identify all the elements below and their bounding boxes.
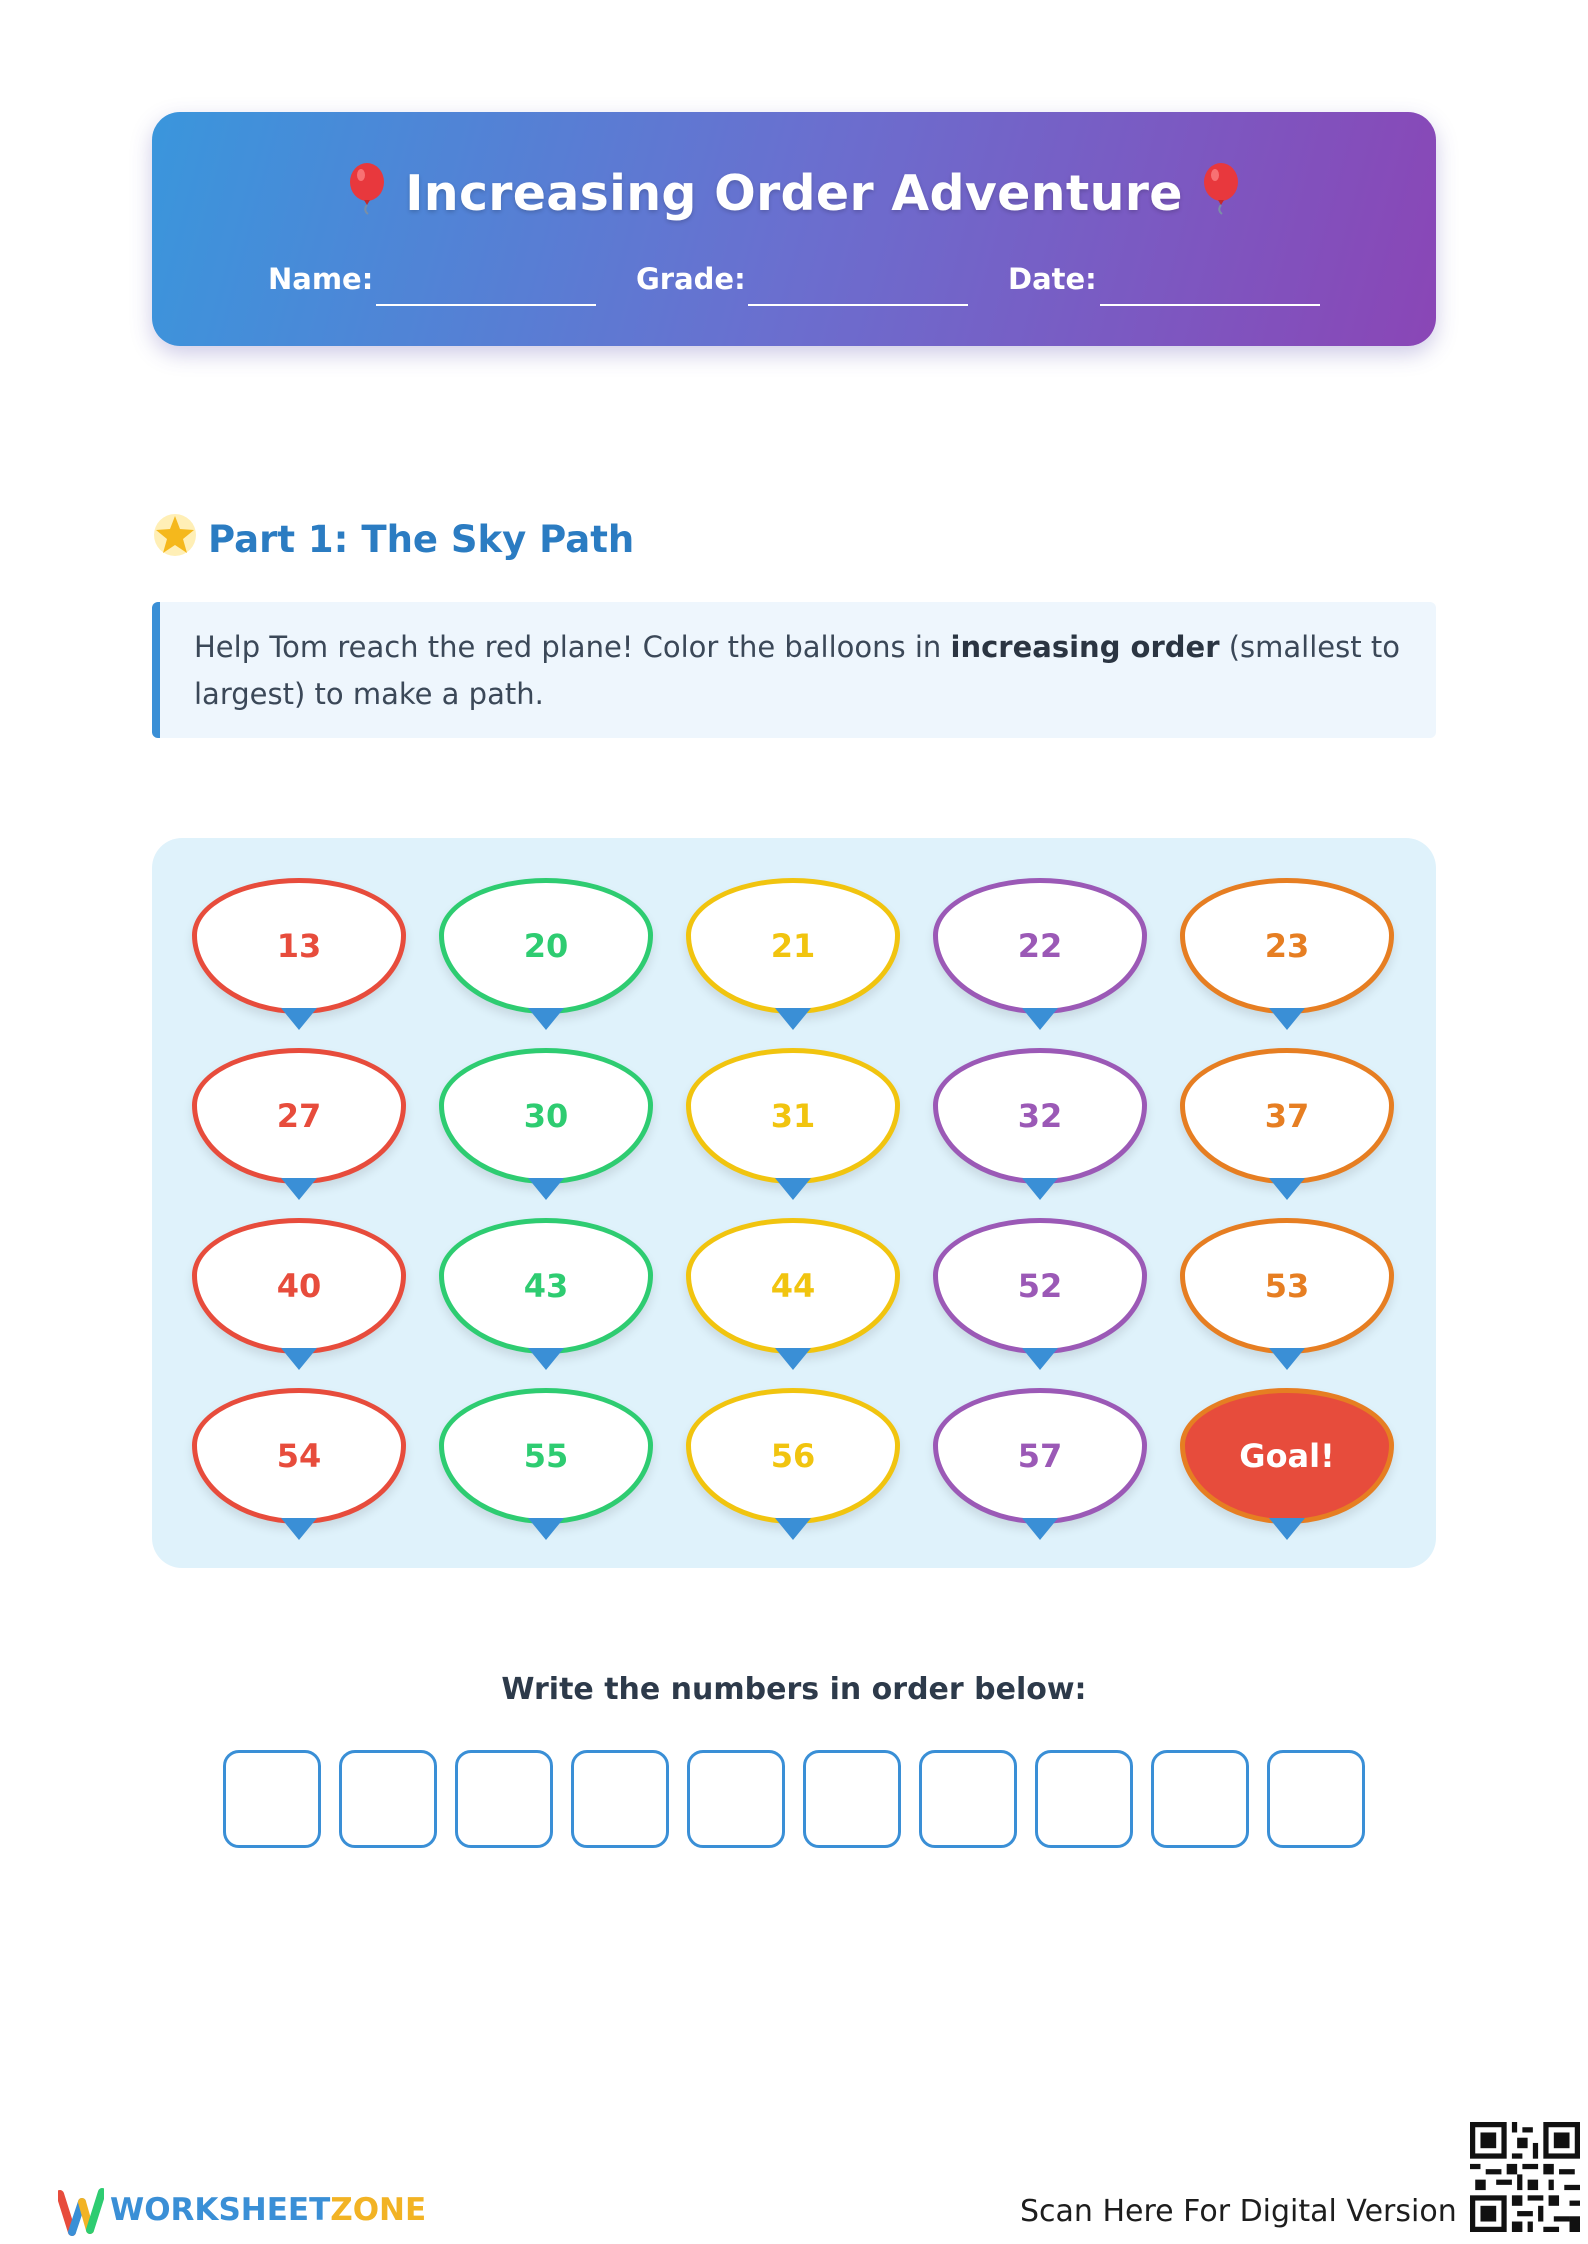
brand-name: WORKSHEETZONE — [110, 2192, 427, 2228]
number-balloon[interactable] — [192, 1048, 406, 1198]
number-balloon[interactable] — [933, 1048, 1147, 1198]
balloon-knot-icon — [775, 1178, 811, 1200]
balloon-label: 43 — [439, 1218, 653, 1354]
answer-box[interactable] — [919, 1750, 1017, 1848]
balloon-label: 20 — [439, 878, 653, 1014]
name-field[interactable] — [268, 262, 373, 296]
balloon-label: 37 — [1180, 1048, 1394, 1184]
balloon-label: 57 — [933, 1388, 1147, 1524]
name-label: Name: — [268, 262, 374, 296]
date-label: Date: — [1008, 262, 1097, 296]
balloon-label: 30 — [439, 1048, 653, 1184]
balloon-label: Goal! — [1180, 1388, 1394, 1524]
balloon-knot-icon — [281, 1008, 317, 1030]
balloon-knot-icon — [528, 1008, 564, 1030]
answer-box[interactable] — [223, 1750, 321, 1848]
balloon-label: 55 — [439, 1388, 653, 1524]
balloon-knot-icon — [1269, 1008, 1305, 1030]
number-balloon[interactable] — [192, 878, 406, 1028]
instructions-box — [152, 602, 1436, 738]
balloon-label: 32 — [933, 1048, 1147, 1184]
worksheet-title — [152, 162, 1436, 230]
number-balloon[interactable] — [1180, 1048, 1394, 1198]
qr-code-icon[interactable] — [1470, 2122, 1580, 2236]
balloon-label: 22 — [933, 878, 1147, 1014]
number-balloon[interactable] — [686, 1388, 900, 1538]
answer-box[interactable] — [571, 1750, 669, 1848]
balloon-knot-icon — [1022, 1518, 1058, 1540]
number-balloon[interactable] — [933, 1388, 1147, 1538]
balloon-knot-icon — [1022, 1348, 1058, 1370]
balloon-knot-icon — [528, 1178, 564, 1200]
answer-box[interactable] — [687, 1750, 785, 1848]
number-balloon[interactable] — [1180, 878, 1394, 1028]
grade-label: Grade: — [636, 262, 746, 296]
number-balloon[interactable] — [192, 1388, 406, 1538]
number-balloon[interactable] — [439, 878, 653, 1028]
balloon-label: 52 — [933, 1218, 1147, 1354]
number-balloon[interactable] — [686, 1218, 900, 1368]
scan-text: Scan Here For Digital Version — [1020, 2194, 1457, 2229]
header-fields — [152, 262, 1436, 322]
balloon-label: 21 — [686, 878, 900, 1014]
balloon-grid — [152, 838, 1436, 1568]
instructions-text-end: (smallest to largest) to make a path. — [194, 630, 1400, 711]
balloon-knot-icon — [1022, 1178, 1058, 1200]
answer-prompt: Write the numbers in order below: — [501, 1672, 1087, 1707]
number-balloon[interactable] — [686, 1048, 900, 1198]
instructions-text-start: Help Tom reach the red plane! Color the balloons in — [194, 630, 951, 664]
number-balloon[interactable] — [192, 1218, 406, 1368]
balloon-knot-icon — [1269, 1518, 1305, 1540]
section-title — [152, 512, 634, 567]
worksheet-header — [152, 112, 1436, 346]
balloon-knot-icon — [528, 1518, 564, 1540]
balloon-label: 53 — [1180, 1218, 1394, 1354]
balloon-knot-icon — [281, 1348, 317, 1370]
balloon-knot-icon — [775, 1518, 811, 1540]
worksheetzone-logo — [58, 2182, 427, 2238]
red-balloon-icon — [1201, 162, 1241, 230]
balloon-label: 23 — [1180, 878, 1394, 1014]
answer-box[interactable] — [1035, 1750, 1133, 1848]
name-line[interactable] — [376, 304, 596, 306]
number-balloon[interactable] — [439, 1048, 653, 1198]
goal-balloon[interactable] — [1180, 1388, 1394, 1538]
date-field[interactable] — [1008, 262, 1097, 296]
number-balloon[interactable] — [686, 878, 900, 1028]
balloon-knot-icon — [281, 1518, 317, 1540]
answer-box[interactable] — [1151, 1750, 1249, 1848]
worksheetzone-logo-icon — [58, 2182, 104, 2238]
balloon-knot-icon — [1269, 1348, 1305, 1370]
instructions-emphasis: increasing order — [950, 630, 1220, 664]
balloon-knot-icon — [281, 1178, 317, 1200]
worksheet-title-text: Increasing Order Adventure — [405, 165, 1183, 222]
balloon-knot-icon — [1022, 1008, 1058, 1030]
number-balloon[interactable] — [439, 1388, 653, 1538]
balloon-knot-icon — [775, 1348, 811, 1370]
answer-box[interactable] — [455, 1750, 553, 1848]
grade-line[interactable] — [748, 304, 968, 306]
section-title-text: Part 1: The Sky Path — [208, 518, 635, 561]
answer-box[interactable] — [339, 1750, 437, 1848]
balloon-label: 54 — [192, 1388, 406, 1524]
balloon-label: 56 — [686, 1388, 900, 1524]
grade-field[interactable] — [636, 262, 746, 296]
star-icon — [152, 512, 198, 567]
number-balloon[interactable] — [933, 1218, 1147, 1368]
balloon-label: 13 — [192, 878, 406, 1014]
balloon-knot-icon — [528, 1348, 564, 1370]
number-balloon[interactable] — [933, 878, 1147, 1028]
answer-box[interactable] — [1267, 1750, 1365, 1848]
number-balloon[interactable] — [1180, 1218, 1394, 1368]
balloon-knot-icon — [1269, 1178, 1305, 1200]
red-balloon-icon — [347, 162, 387, 230]
balloon-label: 31 — [686, 1048, 900, 1184]
answer-box[interactable] — [803, 1750, 901, 1848]
balloon-label: 40 — [192, 1218, 406, 1354]
date-line[interactable] — [1100, 304, 1320, 306]
balloon-label: 27 — [192, 1048, 406, 1184]
balloon-label: 44 — [686, 1218, 900, 1354]
balloon-knot-icon — [775, 1008, 811, 1030]
number-balloon[interactable] — [439, 1218, 653, 1368]
